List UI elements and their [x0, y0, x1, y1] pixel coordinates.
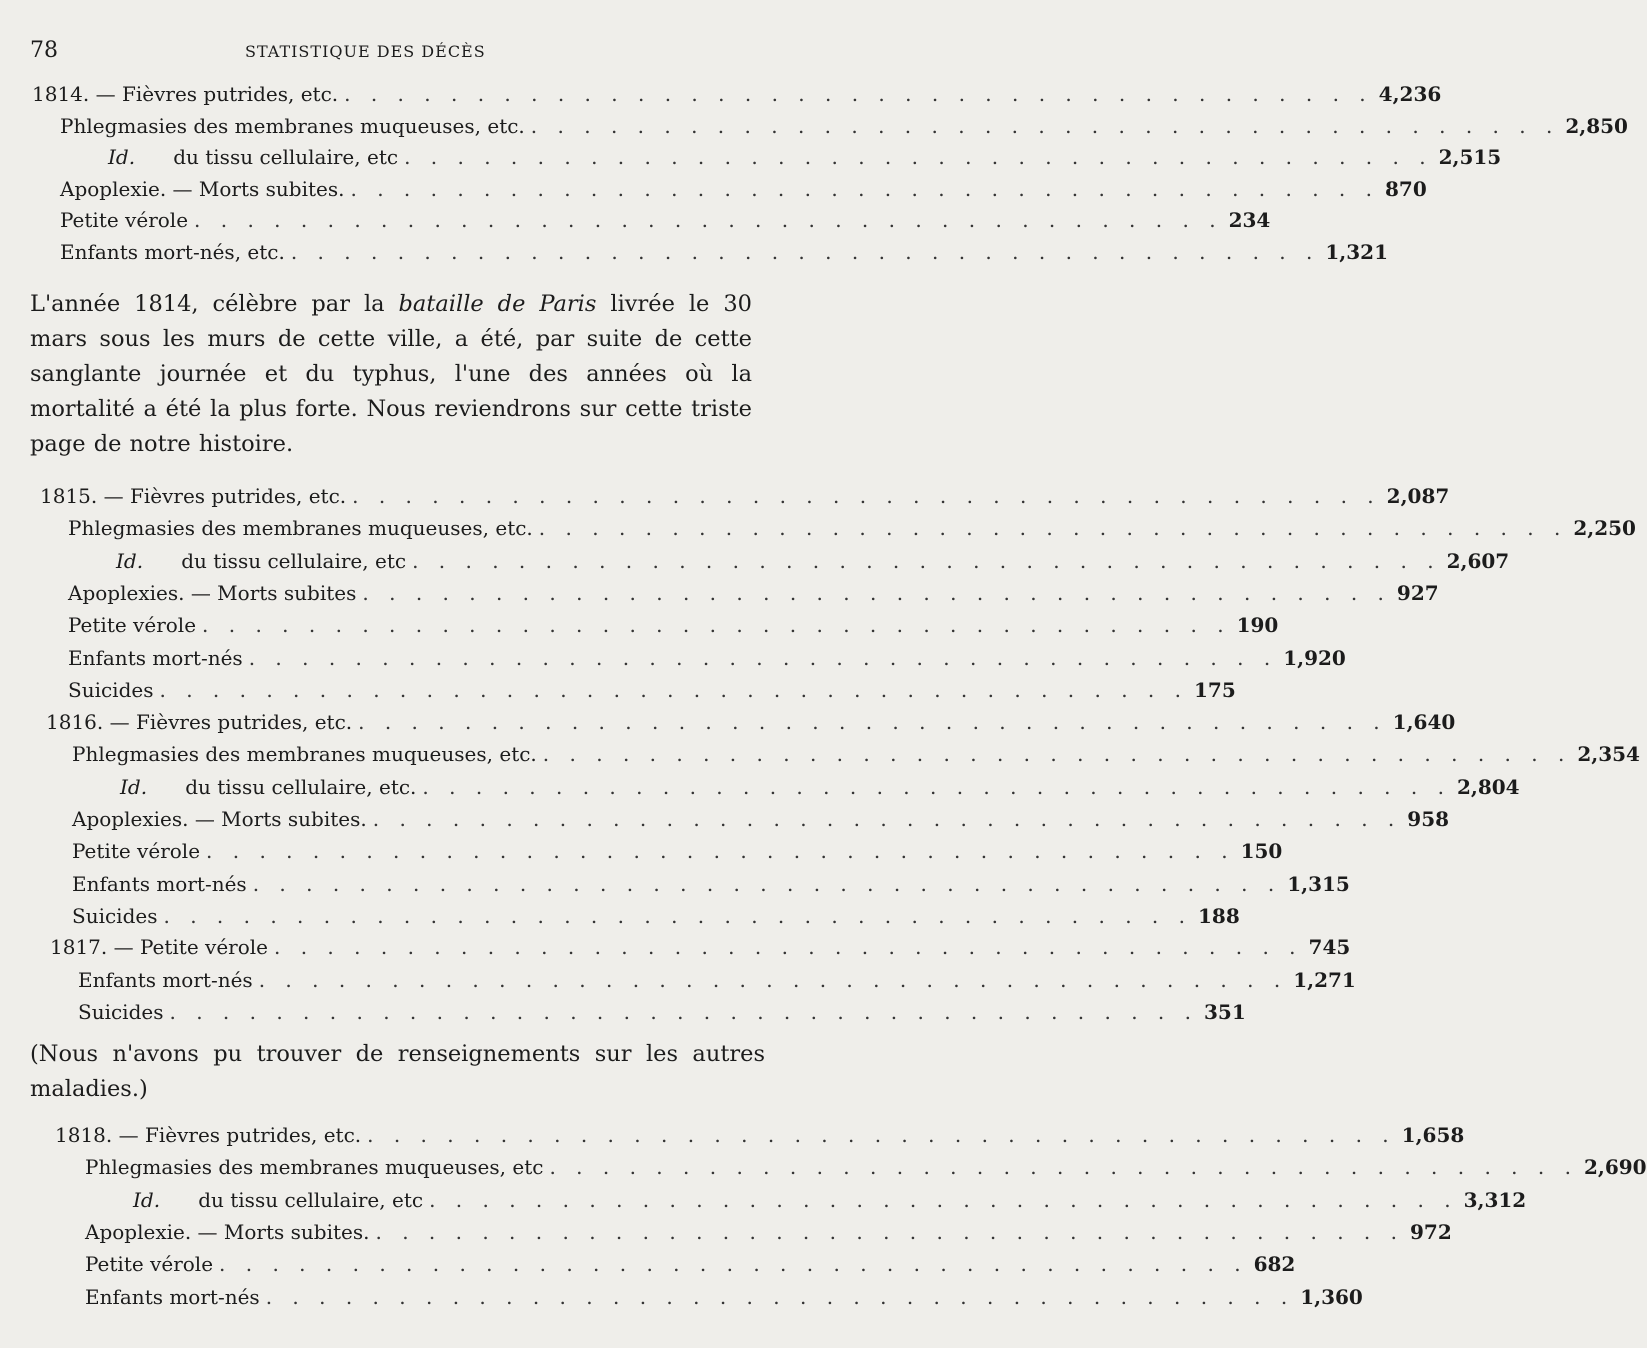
leader-dots: . . . . . . . . . . . . . . . . . . . . . . . . . . . . . . . . . . . . . . . — [252, 871, 1282, 896]
row-label: Petite vérole — [68, 613, 197, 638]
table-row — [133, 1184, 1527, 1216]
leader-dots: . . . . . . . . . . . . . . . . . . . . . . . . . . . . . . . . . . . . . . . — [265, 1284, 1295, 1309]
leader-dots: . . . . . . . . . . . . . . . . . . . . . . . . . . . . . . . . . . . . . . . — [422, 774, 1451, 799]
row-value: 2,690 — [1583, 1155, 1647, 1180]
table-row — [60, 236, 1389, 268]
row-value: 1,640 — [1392, 710, 1456, 734]
paragraph-1814 — [30, 287, 752, 462]
row-value: 175 — [1194, 677, 1236, 702]
paragraph-note: (Nous n'avons pu trouver de renseignements sur les autres maladies.) — [30, 1041, 765, 1102]
row-label: Suicides — [68, 677, 154, 702]
table-row — [85, 1281, 1363, 1313]
row-label: 1818. — Fièvres putrides, etc. — [55, 1123, 362, 1147]
row-label: Apoplexie. — Morts subites. — [60, 176, 345, 201]
row-label: Id. du tissu cellulaire, etc — [108, 145, 399, 169]
table-row — [72, 900, 1240, 932]
row-label: Phlegmasies des membranes muqueuses, etc. — [68, 516, 533, 541]
table-row — [85, 1216, 1452, 1248]
table-row — [78, 964, 1356, 996]
leader-dots: . . . . . . . . . . . . . . . . . . . . . . . . . . . . . . . . . . . . . . . — [372, 806, 1402, 831]
leader-dots: . . . . . . . . . . . . . . . . . . . . . . . . . . . . . . . . . . . . . . . — [194, 208, 1223, 232]
row-label: Apoplexie. — Morts subites. — [85, 1219, 370, 1244]
table-row — [55, 1119, 1465, 1151]
row-label: Petite vérole — [72, 839, 201, 864]
leader-dots: . . . . . . . . . . . . . . . . . . . . . . . . . . . . . . . . . . . . . . . — [538, 516, 1568, 541]
row-label: Enfants mort-nés — [78, 967, 253, 992]
row-label: Suicides — [78, 1000, 164, 1024]
page-number: 78 — [30, 38, 58, 63]
row-value: 188 — [1198, 903, 1240, 928]
leader-dots: . . . . . . . . . . . . . . . . . . . . . . . . . . . . . . . . . . . . . . . — [163, 903, 1193, 928]
leader-dots: . . . . . . . . . . . . . . . . . . . . . . . . . . . . . . . . . . . . . . . — [206, 839, 1235, 864]
row-value: 1,271 — [1293, 967, 1356, 992]
leader-dots: . . . . . . . . . . . . . . . . . . . . . . . . . . . . . . . . . . . . . . . — [169, 1000, 1199, 1024]
row-label: Enfants mort-nés — [72, 871, 247, 896]
row-value: 3,312 — [1463, 1187, 1527, 1212]
table-row — [40, 480, 1450, 512]
row-value: 2,850 — [1565, 113, 1628, 138]
row-label: Suicides — [72, 903, 158, 928]
row-value: 2,804 — [1456, 774, 1520, 799]
table-row — [85, 1248, 1296, 1280]
row-value: 972 — [1410, 1219, 1452, 1244]
row-value: 1,321 — [1325, 239, 1389, 264]
row-value: 1,315 — [1287, 871, 1350, 896]
paragraph-italic: bataille de Paris — [398, 291, 597, 317]
row-label: Enfants mort-nés — [68, 645, 243, 670]
row-label: Phlegmasies des membranes muqueuses, etc. — [60, 113, 525, 138]
row-label: Enfants mort-nés — [85, 1284, 260, 1309]
table-row — [68, 642, 1346, 674]
row-value: 870 — [1385, 176, 1427, 201]
row-value: 2,515 — [1438, 145, 1502, 169]
table-row — [72, 738, 1640, 770]
leader-dots: . . . . . . . . . . . . . . . . . . . . . . . . . . . . . . . . . . . . . . . — [344, 82, 1373, 106]
table-row — [60, 173, 1427, 205]
row-value: 1,360 — [1300, 1284, 1363, 1309]
leader-dots: . . . . . . . . . . . . . . . . . . . . . . . . . . . . . . . . . . . . . . . — [358, 710, 1387, 734]
row-label: Apoplexies. — Morts subites — [68, 580, 357, 605]
leader-dots: . . . . . . . . . . . . . . . . . . . . . . . . . . . . . . . . . . . . . . . — [248, 645, 1278, 670]
row-label: Enfants mort-nés, etc. — [60, 239, 285, 264]
row-value: 958 — [1407, 806, 1450, 831]
table-row — [108, 141, 1502, 173]
table-row — [50, 931, 1351, 963]
row-value: 1,658 — [1401, 1123, 1465, 1147]
leader-dots: . . . . . . . . . . . . . . . . . . . . . . . . . . . . . . . . . . . . . . . — [350, 176, 1380, 201]
table-row — [46, 706, 1456, 738]
row-label: Phlegmasies des membranes muqueuses, etc — [85, 1155, 544, 1180]
running-head: STATISTIQUE DES DÉCÈS — [245, 42, 486, 61]
row-label: Petite vérole — [85, 1252, 214, 1277]
table-row — [32, 78, 1442, 110]
row-label: Phlegmasies des membranes muqueuses, etc. — [72, 742, 537, 767]
leader-dots: . . . . . . . . . . . . . . . . . . . . . . . . . . . . . . . . . . . . . . . — [375, 1219, 1405, 1244]
leader-dots: . . . . . . . . . . . . . . . . . . . . . . . . . . . . . . . . . . . . . . . — [159, 677, 1189, 702]
leader-dots: . . . . . . . . . . . . . . . . . . . . . . . . . . . . . . . . . . . . . . . — [290, 239, 1320, 264]
row-value: 927 — [1396, 580, 1439, 605]
table-row — [116, 545, 1510, 577]
table-row — [68, 577, 1439, 609]
table-row — [68, 674, 1236, 706]
table-row — [72, 803, 1450, 835]
row-value: 682 — [1253, 1252, 1296, 1277]
row-value: 2,250 — [1573, 516, 1636, 541]
table-row — [72, 835, 1283, 867]
row-label: Id. du tissu cellulaire, etc. — [120, 774, 417, 799]
table-row — [85, 1151, 1647, 1183]
row-value: 1,920 — [1283, 645, 1346, 670]
row-value: 190 — [1236, 613, 1279, 638]
row-value: 745 — [1308, 935, 1351, 959]
row-label: 1815. — Fièvres putrides, etc. — [40, 484, 347, 508]
row-label: Id. du tissu cellulaire, etc — [133, 1187, 424, 1212]
row-value: 2,087 — [1386, 484, 1450, 508]
paragraph-text: L'année 1814, célèbre par la — [30, 291, 399, 317]
table-row — [72, 868, 1350, 900]
row-label: Id. du tissu cellulaire, etc — [116, 548, 407, 573]
row-value: 234 — [1228, 208, 1271, 232]
leader-dots: . . . . . . . . . . . . . . . . . . . . . . . . . . . . . . . . . . . . . . . — [542, 742, 1572, 767]
leader-dots: . . . . . . . . . . . . . . . . . . . . . . . . . . . . . . . . . . . . . . . — [549, 1155, 1578, 1180]
row-value: 351 — [1204, 1000, 1246, 1024]
leader-dots: . . . . . . . . . . . . . . . . . . . . . . . . . . . . . . . . . . . . . . . — [362, 580, 1391, 605]
row-label: Petite vérole — [60, 208, 189, 232]
leader-dots: . . . . . . . . . . . . . . . . . . . . . . . . . . . . . . . . . . . . . . . — [429, 1187, 1458, 1212]
leader-dots: . . . . . . . . . . . . . . . . . . . . . . . . . . . . . . . . . . . . . . . — [219, 1252, 1248, 1277]
row-label: 1814. — Fièvres putrides, etc. — [32, 82, 339, 106]
table-row — [60, 110, 1628, 142]
leader-dots: . . . . . . . . . . . . . . . . . . . . . . . . . . . . . . . . . . . . . . . — [412, 548, 1441, 573]
page-header — [30, 38, 760, 68]
paragraph-text-continued: livrée le 30 mars sous les murs de cette ville, a été, par suite de cette sanglante journée et du typhus, l'une des années où la mortalité a été la plus forte. Nous reviendrons sur cette triste page de notre histoire. — [30, 291, 752, 457]
row-value: 2,607 — [1446, 548, 1510, 573]
leader-dots: . . . . . . . . . . . . . . . . . . . . . . . . . . . . . . . . . . . . . . . — [202, 613, 1231, 638]
row-value: 4,236 — [1378, 82, 1442, 106]
row-label: 1817. — Petite vérole — [50, 935, 268, 959]
leader-dots: . . . . . . . . . . . . . . . . . . . . . . . . . . . . . . . . . . . . . . . — [404, 145, 1433, 169]
table-row — [78, 996, 1246, 1028]
row-label: Apoplexies. — Morts subites. — [72, 806, 367, 831]
row-label: 1816. — Fièvres putrides, etc. — [46, 710, 353, 734]
leader-dots: . . . . . . . . . . . . . . . . . . . . . . . . . . . . . . . . . . . . . . . — [367, 1123, 1396, 1147]
table-row — [60, 204, 1271, 236]
leader-dots: . . . . . . . . . . . . . . . . . . . . . . . . . . . . . . . . . . . . . . . — [274, 935, 1303, 959]
row-value: 2,354 — [1577, 742, 1640, 767]
leader-dots: . . . . . . . . . . . . . . . . . . . . . . . . . . . . . . . . . . . . . . . — [530, 113, 1560, 138]
table-row — [120, 771, 1520, 803]
leader-dots: . . . . . . . . . . . . . . . . . . . . . . . . . . . . . . . . . . . . . . . — [352, 484, 1381, 508]
table-row — [68, 609, 1279, 641]
leader-dots: . . . . . . . . . . . . . . . . . . . . . . . . . . . . . . . . . . . . . . . — [258, 967, 1288, 992]
row-value: 150 — [1240, 839, 1283, 864]
table-row — [68, 512, 1636, 544]
